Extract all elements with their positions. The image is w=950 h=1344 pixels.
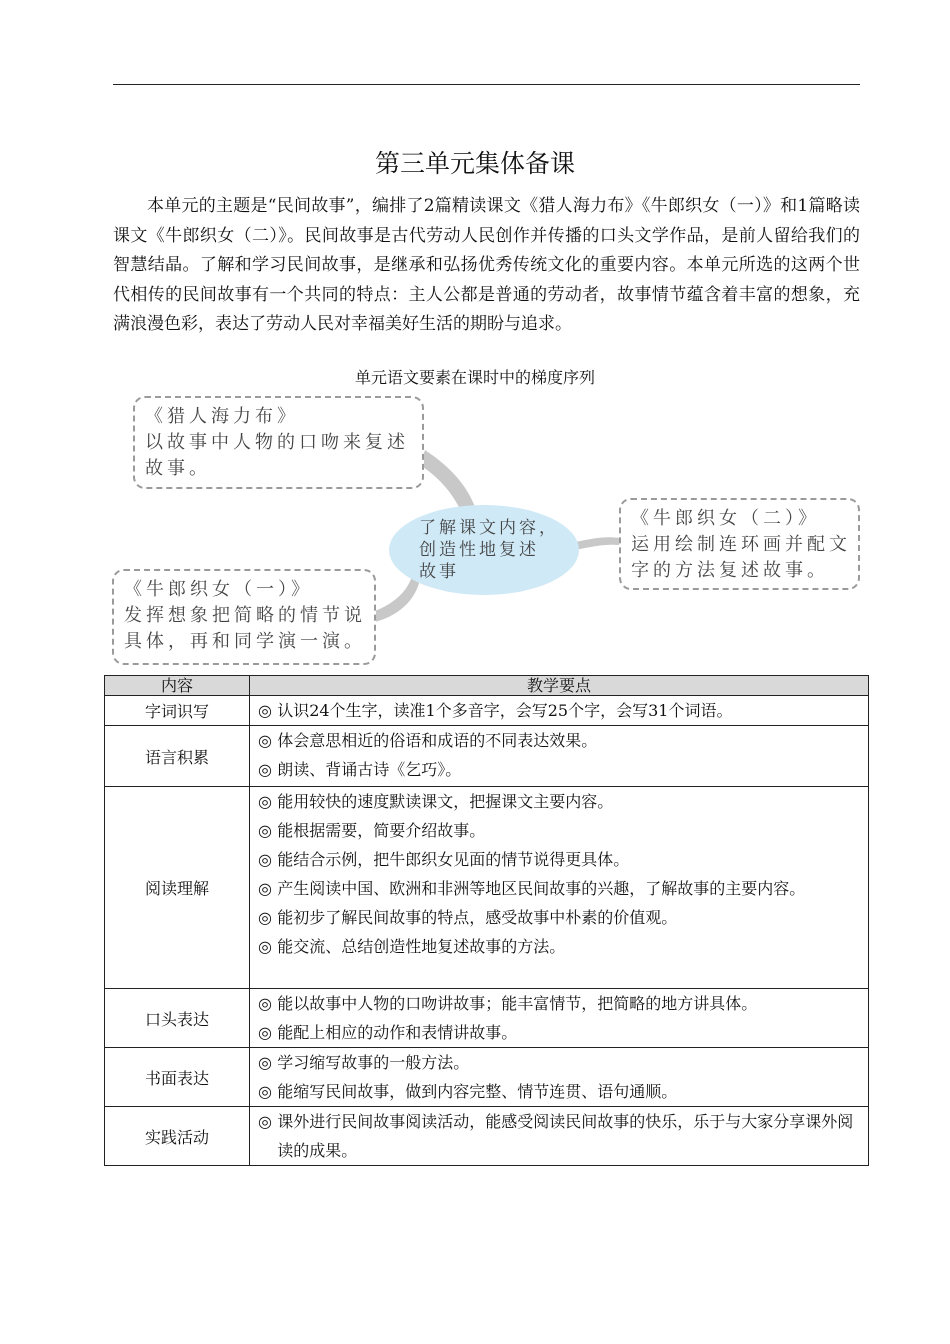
node-title: 《牛郎织女（一）》 xyxy=(124,579,313,600)
point-item xyxy=(258,1107,862,1165)
bullet-mark: ◎ xyxy=(258,760,272,779)
point-text: 能缩写民间故事，做到内容完整、情节连贯、语句通顺。 xyxy=(277,1082,678,1101)
row-category: 语言积累 xyxy=(105,726,250,787)
page-title: 第三单元集体备课 xyxy=(374,149,575,178)
point-item xyxy=(258,874,862,903)
node-text: 以故事中人物的口吻来复述 xyxy=(145,432,409,453)
node-text: 运用绘制连环画并配文 xyxy=(631,534,851,555)
node-text: 发挥想象把简略的情节说 xyxy=(124,605,366,626)
bullet-mark: ◎ xyxy=(258,821,272,840)
row-points xyxy=(250,726,869,787)
point-text: 体会意思相近的俗语和成语的不同表达效果。 xyxy=(277,731,598,750)
node-text: 故事。 xyxy=(145,458,211,479)
center-text: 故事 xyxy=(419,562,459,582)
point-item xyxy=(258,755,862,784)
point-text: 能根据需要，简要介绍故事。 xyxy=(277,821,486,840)
center-text: 了解课文内容， xyxy=(419,518,559,538)
intro-paragraph: 本单元的主题是“民间故事”，编排了2篇精读课文《猎人海力布》《牛郎织女（一）》和1篇略读课文《牛郎织女（二）》。民间故事是古代劳动人民创作并传播的口头文学作品，是前人留给我们的智慧结晶。了解和学习民间故事，是继承和弘扬优秀传统文化的重要内容。本单元所选的这两个世代相传的民间故事有一个共同的特点：主人公都是普通的劳动者，故事情节蕴含着丰富的想象，充满浪漫色彩，表达了劳动人民对幸福美好生活的期盼与追求。 xyxy=(113,196,860,334)
bullet-mark: ◎ xyxy=(258,701,272,720)
point-item xyxy=(258,845,862,874)
row-category: 字词识写 xyxy=(105,696,250,726)
teaching-points-table xyxy=(104,675,869,1166)
table-row xyxy=(105,1107,869,1166)
bullet-mark: ◎ xyxy=(258,1023,272,1042)
branch-right xyxy=(575,537,620,550)
node-hunter-hailibu xyxy=(133,396,424,489)
point-item xyxy=(258,1077,862,1106)
point-item xyxy=(258,1048,862,1077)
center-node xyxy=(389,505,579,595)
bullet-mark: ◎ xyxy=(258,937,272,956)
bullet-mark: ◎ xyxy=(258,879,272,898)
row-category: 口头表达 xyxy=(105,989,250,1048)
row-category: 阅读理解 xyxy=(105,787,250,989)
node-text: 字的方法复述故事。 xyxy=(631,560,829,581)
table-row xyxy=(105,696,869,726)
node-cowherd-weaver-2 xyxy=(619,498,860,590)
point-item xyxy=(258,696,862,725)
point-item xyxy=(258,726,862,755)
point-text: 能以故事中人物的口吻讲故事；能丰富情节，把简略的地方讲具体。 xyxy=(277,994,758,1013)
header-teaching-points: 教学要点 xyxy=(250,676,869,696)
point-text: 能初步了解民间故事的特点，感受故事中朴素的价值观。 xyxy=(277,908,678,927)
point-text: 能结合示例，把牛郎织女见面的情节说得更具体。 xyxy=(277,850,630,869)
branch-bottom-left xyxy=(372,576,420,622)
point-text: 能配上相应的动作和表情讲故事。 xyxy=(277,1023,518,1042)
row-points xyxy=(250,1048,869,1107)
center-text: 创造性地复述 xyxy=(419,540,539,560)
point-text: 能用较快的速度默读课文，把握课文主要内容。 xyxy=(277,792,614,811)
table-row xyxy=(105,989,869,1048)
node-cowherd-weaver-1 xyxy=(112,569,376,665)
table-row xyxy=(105,787,869,989)
point-item xyxy=(258,787,862,816)
bullet-mark: ◎ xyxy=(258,994,272,1013)
table-header-row xyxy=(105,676,869,696)
bullet-mark: ◎ xyxy=(258,731,272,750)
point-text: 学习缩写故事的一般方法。 xyxy=(277,1053,470,1072)
point-text: 朗读、背诵古诗《乞巧》。 xyxy=(277,760,462,779)
bullet-mark: ◎ xyxy=(258,908,272,927)
row-points xyxy=(250,696,869,726)
row-points xyxy=(250,787,869,989)
header-content: 内容 xyxy=(105,676,250,696)
table-row xyxy=(105,1048,869,1107)
header-rule xyxy=(113,84,860,85)
node-title: 《猎人海力布》 xyxy=(145,406,299,427)
point-text: 课外进行民间故事阅读活动，能感受阅读民间故事的快乐，乐于与大家分享课外阅读的成果。 xyxy=(277,1112,854,1160)
table-row xyxy=(105,726,869,787)
bullet-mark: ◎ xyxy=(258,1082,272,1101)
node-text: 具体，再和同学演一演。 xyxy=(124,631,366,652)
row-points xyxy=(250,1107,869,1166)
point-item xyxy=(258,989,862,1018)
point-text: 能交流、总结创造性地复述故事的方法。 xyxy=(277,937,566,956)
point-item xyxy=(258,903,862,932)
point-item xyxy=(258,1018,862,1047)
point-text: 认识24个生字，读准1个多音字，会写25个字，会写31个词语。 xyxy=(277,701,733,720)
row-category: 书面表达 xyxy=(105,1048,250,1107)
bullet-mark: ◎ xyxy=(258,850,272,869)
diagram-caption: 单元语文要素在课时中的梯度序列 xyxy=(354,368,595,387)
bullet-mark: ◎ xyxy=(258,792,272,811)
point-text: 产生阅读中国、欧洲和非洲等地区民间故事的兴趣，了解故事的主要内容。 xyxy=(277,879,806,898)
row-category: 实践活动 xyxy=(105,1107,250,1166)
bullet-mark: ◎ xyxy=(258,1053,272,1072)
node-title: 《牛郎织女（二）》 xyxy=(631,508,820,529)
point-item xyxy=(258,816,862,845)
bullet-mark: ◎ xyxy=(258,1112,272,1131)
point-item xyxy=(258,932,862,961)
row-points xyxy=(250,989,869,1048)
